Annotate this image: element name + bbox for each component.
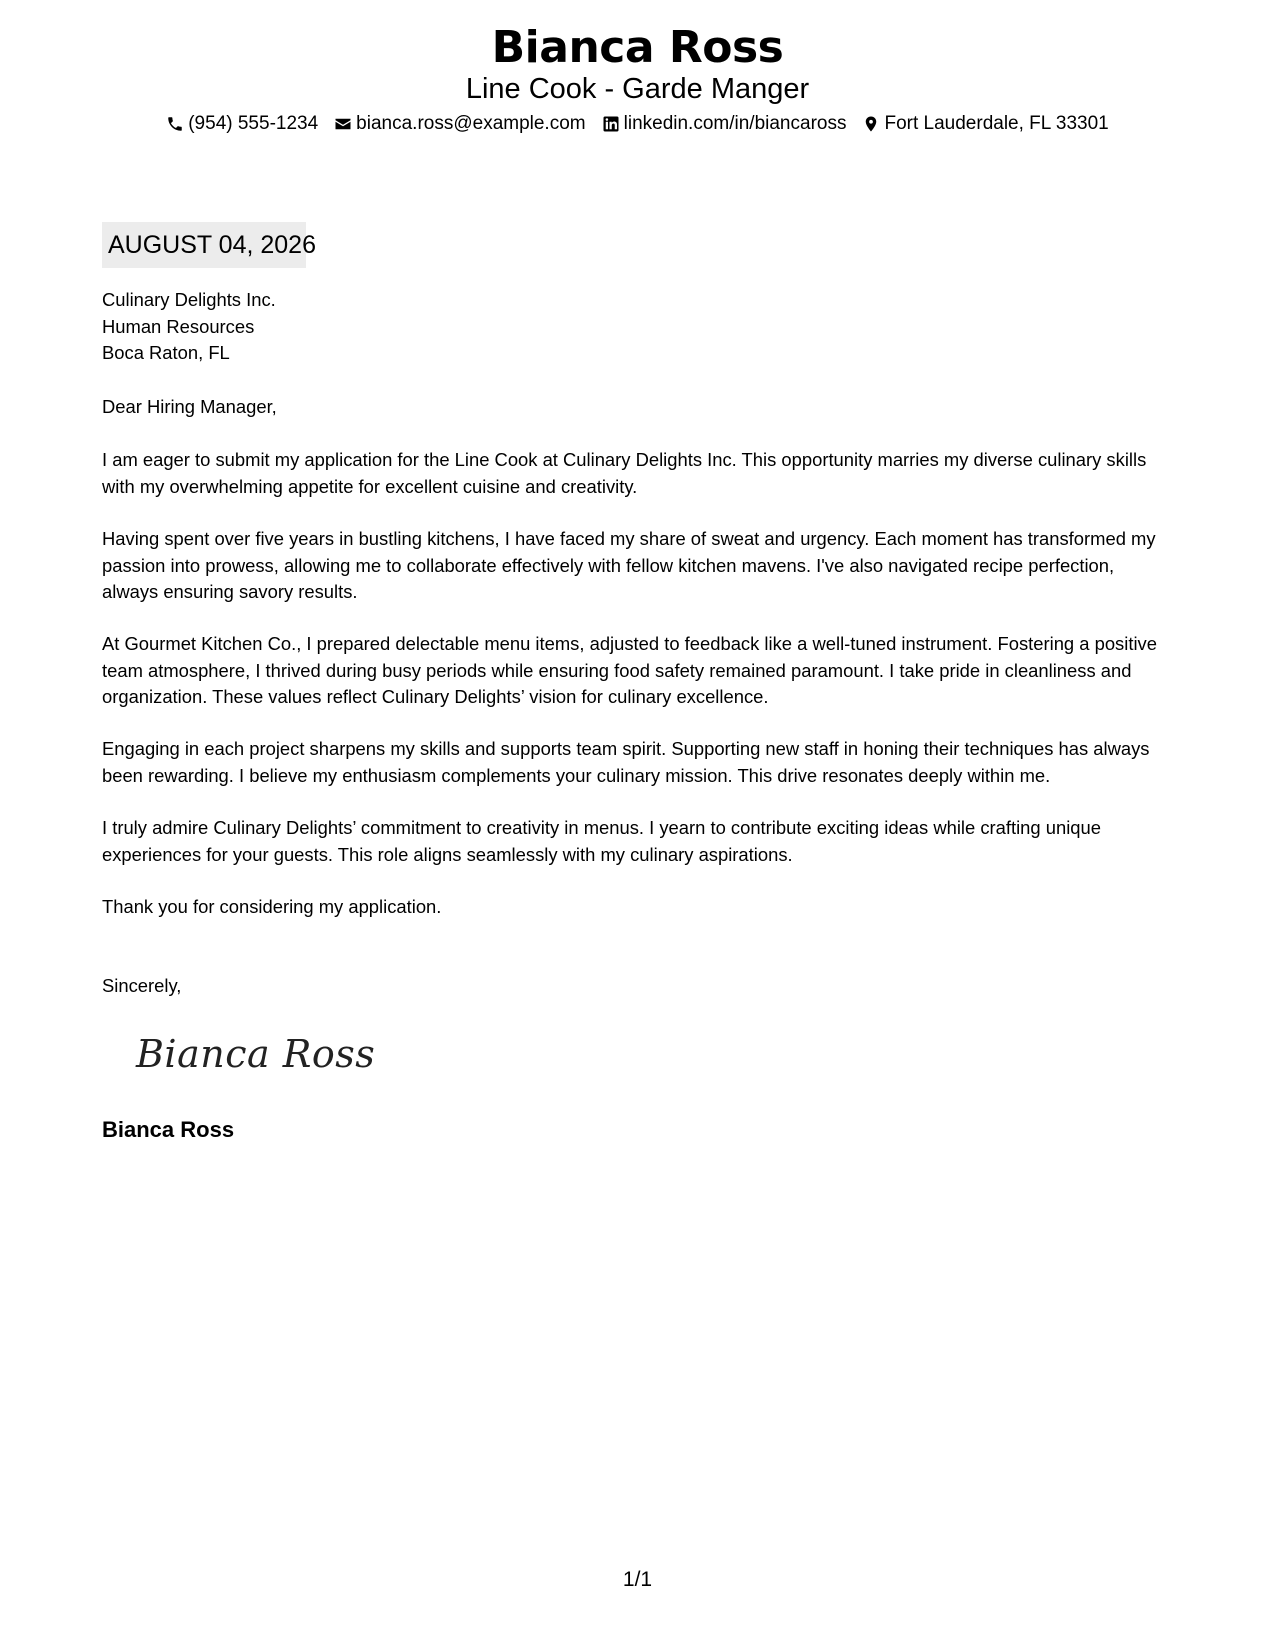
contact-line — [0, 112, 1275, 136]
letter-date: AUGUST 04, 2026 — [102, 222, 306, 268]
paragraph-3: At Gourmet Kitchen Co., I prepared delectable menu items, adjusted to feedback like a well-tuned instrument. Fostering a positive team atmosphere, I thrived during busy periods while ensuring food safety remained paramount. I take pride in cleanliness and organization. These values reflect Culinary Delights’ vision for culinary excellence. — [102, 633, 1157, 707]
closing-thanks: Thank you for considering my application. — [102, 896, 442, 917]
page-indicator: 1/1 — [622, 1568, 653, 1591]
paragraph-4: Engaging in each project sharpens my skills and supports team spirit. Supporting new staff in honing their techniques has always been rewarding. I believe my enthusiasm complements your culinary mission. This drive resonates deeply within me. — [102, 738, 1150, 786]
handwritten-signature: Bianca Ross — [136, 1032, 376, 1076]
phone-text: (954) 555-1234 — [188, 113, 319, 134]
phone-icon — [166, 115, 184, 133]
salutation: Dear Hiring Manager, — [102, 396, 277, 417]
recipient-block — [102, 287, 1162, 367]
location-text: Fort Lauderdale, FL 33301 — [884, 113, 1109, 134]
applicant-title: Line Cook - Garde Manger — [465, 73, 810, 105]
paragraph-2: Having spent over five years in bustling kitchens, I have faced my share of sweat and urgency. Each moment has transformed my passion into prowess, allowing me to collaborate effectively with fellow kitchen mavens. I've also navigated recipe perfection, always ensuring savory results. — [102, 528, 1156, 602]
linkedin-text[interactable]: linkedin.com/in/biancaross — [623, 113, 847, 134]
paragraph-1: I am eager to submit my application for the Line Cook at Culinary Delights Inc. This opportunity marries my diverse culinary skills with my overwhelming appetite for excellent cuisine and creativity. — [102, 449, 1147, 497]
contact-location — [862, 112, 1108, 136]
recipient-company: Culinary Delights Inc. — [102, 289, 276, 310]
paragraph-5: I truly admire Culinary Delights’ commitment to creativity in menus. I yearn to contribute exciting ideas while crafting unique experiences for your guests. This role aligns seamlessly with my culinary aspirations. — [102, 817, 1101, 865]
signer-name: Bianca Ross — [102, 1117, 235, 1142]
map-pin-icon — [862, 115, 880, 133]
recipient-location: Boca Raton, FL — [102, 342, 230, 363]
contact-phone — [166, 112, 318, 136]
linkedin-icon — [602, 115, 620, 133]
envelope-icon — [334, 115, 352, 133]
email-text[interactable]: bianca.ross@example.com — [356, 113, 586, 134]
contact-email[interactable] — [334, 112, 585, 136]
contact-linkedin[interactable] — [602, 112, 847, 136]
applicant-name: Bianca Ross — [491, 22, 784, 73]
recipient-department: Human Resources — [102, 315, 255, 337]
sign-off: Sincerely, — [102, 975, 182, 996]
